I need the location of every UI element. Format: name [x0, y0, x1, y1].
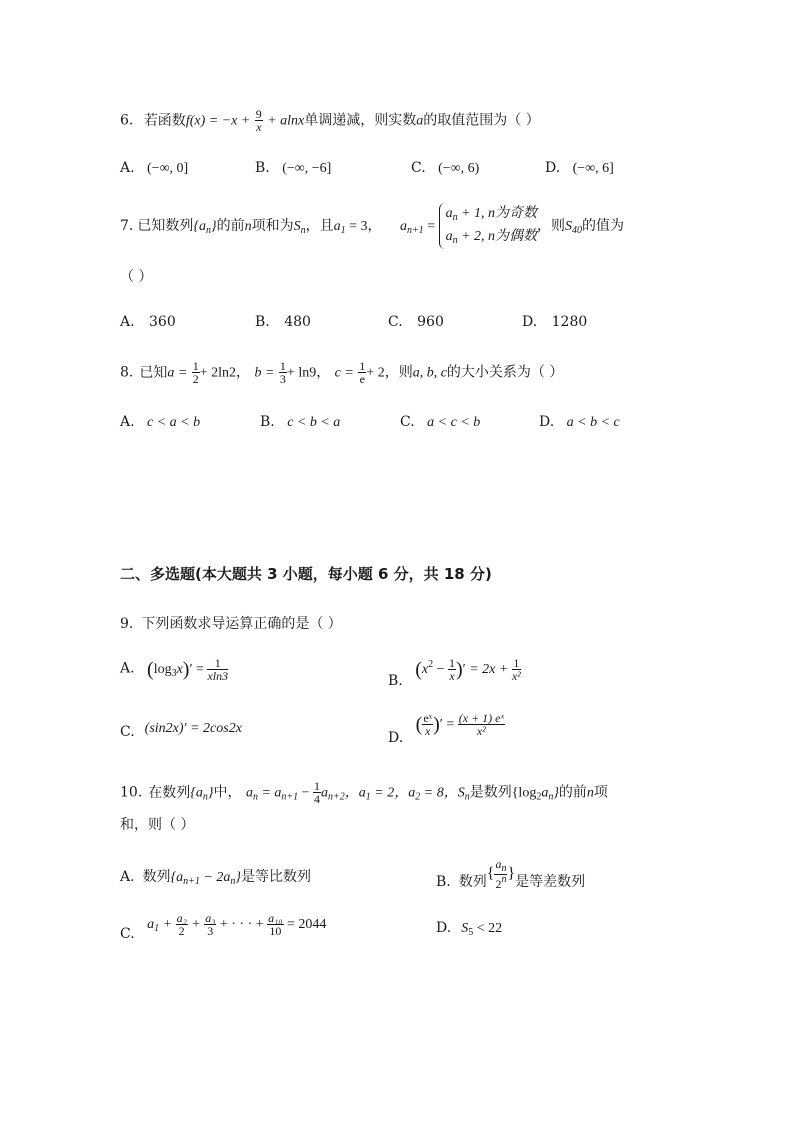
- q10-line2: 和，则（ ）: [120, 817, 195, 833]
- piecewise-cases: $a_n + 1$, n为奇数 $a_n + 2$, n为偶数: [439, 203, 537, 249]
- q8-option-d[interactable]: D. a < b < c: [539, 414, 620, 430]
- q8-option-c[interactable]: C. a < c < b: [400, 414, 481, 430]
- q7-option-c[interactable]: C. 960: [388, 314, 444, 330]
- question-number: 6.: [120, 112, 134, 129]
- question-8: 8. 已知a = $\frac{1}{2}$ + 2ln2， b = $\frac{1}{3}$ + ln9， c = $\frac{1}{e}$ + 2，则a, b, c的大小关系为（ ）: [120, 359, 564, 386]
- q7-option-d[interactable]: D. 1280: [522, 314, 588, 330]
- q10-option-d[interactable]: D. $S_5 < 22$: [436, 920, 503, 938]
- q6-option-a[interactable]: A. (−∞, 0]: [120, 160, 189, 176]
- q10-option-c[interactable]: C. $a_1$ + $\frac{\text{a₂}}{2}$ + $\frac{\text{a₃}}{3}$ + · · · + $\frac{\text{a₁₀}}{10}$ = 2044: [120, 911, 327, 942]
- q9-option-b[interactable]: B. ($x^2$ − $\frac{1}{x}$ )′ = 2x + $\frac{1}{\text{x²}}$: [388, 656, 521, 689]
- q8-option-b[interactable]: B. c < b < a: [260, 414, 341, 430]
- q7-paren: （ ）: [120, 269, 153, 285]
- q8-option-a[interactable]: A. c < a < b: [120, 414, 201, 430]
- q6-option-b[interactable]: B. (−∞, −6]: [255, 160, 332, 176]
- question-number: 10.: [120, 784, 143, 801]
- question-number: 8.: [120, 364, 134, 381]
- q9-option-c[interactable]: C. (sin2x)′ = 2cos2x: [120, 721, 242, 740]
- question-6: 6. 若函数f(x) = −x + $\frac{9}{x}$ + alnx单调递减，则实数a的取值范围为（ ）: [120, 107, 540, 134]
- q9-option-a[interactable]: A. $(\log_3x)'$ = $\frac{1}{xln3}$: [120, 656, 229, 683]
- q6-option-d[interactable]: D. (−∞, 6]: [545, 160, 614, 176]
- question-9: 9. 下列函数求导运算正确的是（ ）: [120, 616, 342, 632]
- q7-option-b[interactable]: B. 480: [255, 314, 311, 330]
- question-number: 7.: [120, 218, 134, 234]
- q10-option-b[interactable]: B. 数列{ $\frac{a_n}{2^n}$ }是等差数列: [436, 857, 586, 891]
- q7-option-a[interactable]: A. 360: [120, 314, 176, 330]
- q10-option-a[interactable]: A. 数列$\{a_{n+1} - 2a_n\}$是等比数列: [120, 869, 311, 887]
- question-number: 9.: [120, 616, 134, 632]
- q9-option-d[interactable]: D. ( $\frac{\text{eˣ}}{x}$ )′ = $\frac{\text{(x + 1) eˣ}}{\text{x²}}$: [388, 711, 504, 746]
- question-10: 10. 在数列$\{a_n\}$中， $a_n = a_{n+1}$ − $\frac{1}{4}$ $a_{n+2}$，$a_1 = 2$，$a_2 = 8$，$S_n$是数列$\{\log_2a_n\}$的前n项: [120, 779, 608, 806]
- section-title: 二、多选题(本大题共 3 小题，每小题 6 分，共 18 分): [120, 565, 492, 583]
- question-7: 7. 已知数列$\{a_n\}$的前n项和为$S_n$，且$a_1 = 3$， $a_{n+1}$ = $a_n + 1$, n为奇数 $a_n + 2$, n为偶数 ，则$S_{40}$的值为: [120, 203, 624, 249]
- q6-option-c[interactable]: C. (−∞, 6): [411, 160, 480, 176]
